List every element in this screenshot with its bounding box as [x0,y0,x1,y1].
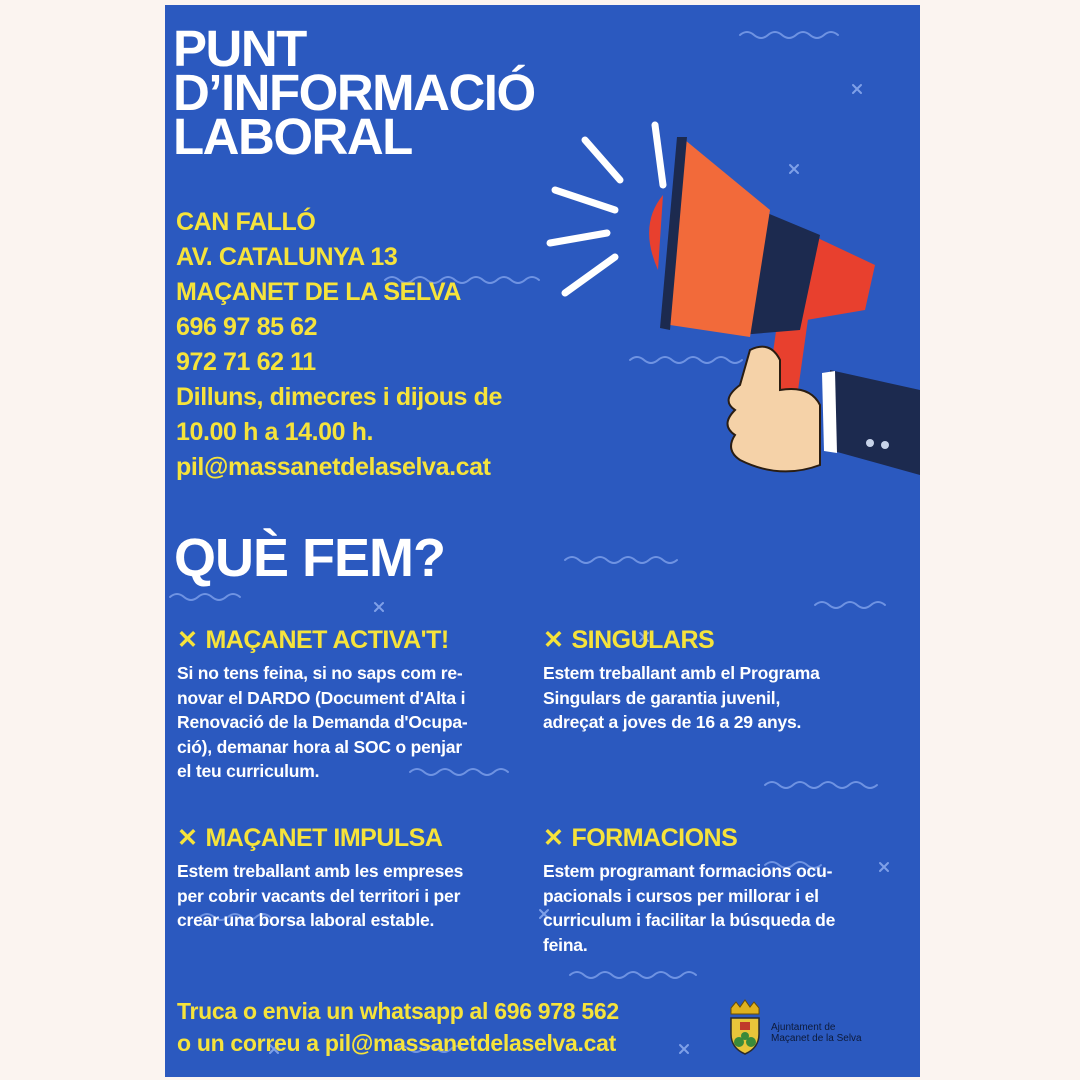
phone-1: 696 97 85 62 [176,313,318,341]
body-line: adreçat a joves de 16 a 29 anys. [543,712,802,732]
title-line-3: LABORAL [173,108,412,165]
logo-line-2: Maçanet de la Selva [771,1033,862,1044]
megaphone-icon [545,115,920,475]
cross-marker-icon: ✕ [177,824,198,852]
place-name: CAN FALLÓ [176,208,316,236]
section-title-text: MAÇANET ACTIVA'T! [205,626,449,654]
cross-marker-icon: ✕ [543,824,564,852]
cross-marker-icon: ✕ [543,626,564,654]
section-title-text: FORMACIONS [571,824,738,852]
municipal-logo [725,998,905,1058]
poster-title [173,20,535,165]
body-line: Estem treballant amb el Programa [543,663,820,683]
section-title-singulars [543,625,714,655]
title-line-1: PUNT [173,20,306,77]
body-line: Estem treballant amb les empreses [177,861,464,881]
section-title-text: SINGULARS [571,626,715,654]
body-line: Renovació de la Demanda d'Ocupa- [177,712,468,732]
body-line: Si no tens feina, si no saps com re- [177,663,463,683]
section-body-singulars [543,661,820,735]
body-line: Singulars de garantia juvenil, [543,687,781,708]
footer-line-1: Truca o envia un whatsapp al 696 978 562 [177,998,619,1024]
body-line: per cobrir vacants del territori i per [177,885,461,906]
email: pil@massanetdelaselva.cat [176,453,491,481]
logo-text [771,1022,862,1044]
section-body-activat [177,661,467,784]
section-heading: QUÈ FEM? [174,528,445,588]
section-title-formacions [543,823,737,853]
poster [165,5,920,1077]
town: MAÇANET DE LA SELVA [176,278,461,306]
body-line: Estem programant formacions ocu- [543,861,833,881]
address: AV. CATALUNYA 13 [176,243,398,271]
footer-contact [177,995,619,1059]
body-line: novar el DARDO (Document d'Alta i [177,687,466,708]
cross-marker-icon: ✕ [177,626,198,654]
body-line: feina. [543,934,588,955]
contact-info [176,205,502,485]
body-line: crear una borsa laboral estable. [177,910,435,930]
body-line: ció), demanar hora al SOC o penjar [177,736,462,757]
logo-line-1: Ajuntament de [771,1022,836,1033]
municipal-coat-of-arms-icon [725,998,765,1058]
hours-line-2: 10.00 h a 14.00 h. [176,418,374,446]
section-title-text: MAÇANET IMPULSA [205,824,443,852]
title-line-2: D’INFORMACIÓ [173,64,535,121]
section-title-activat [177,625,449,655]
section-title-impulsa [177,823,442,853]
hours-line-1: Dilluns, dimecres i dijous de [176,383,502,411]
section-body-impulsa [177,859,463,933]
phone-2: 972 71 62 11 [176,348,316,376]
body-line: pacionals i cursos per millorar i el [543,885,819,906]
body-line: curriculum i facilitar la búsqueda de [543,910,836,930]
footer-line-2: o un correu a pil@massanetdelaselva.cat [177,1030,616,1056]
section-body-formacions [543,859,835,957]
body-line: el teu curriculum. [177,761,320,781]
